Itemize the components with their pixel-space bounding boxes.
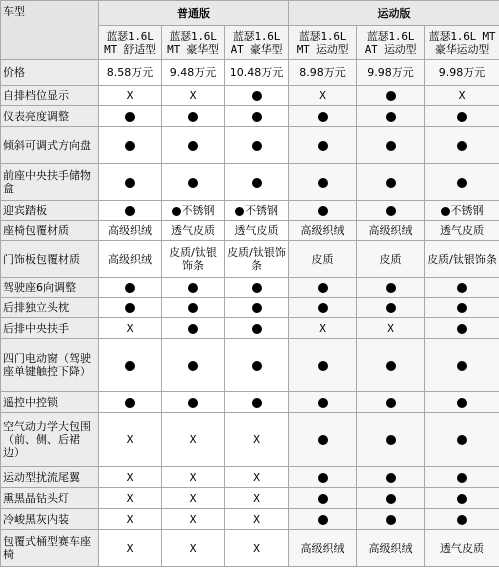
filled-dot-icon [318, 435, 328, 445]
spec-cell [225, 106, 289, 127]
spec-row [1, 60, 499, 86]
cross-mark: X [253, 470, 260, 484]
spec-row [1, 201, 499, 221]
cross-mark: X [189, 512, 197, 526]
filled-dot-icon [457, 473, 467, 483]
dot-label: 不锈钢 [450, 204, 484, 217]
spec-cell [162, 509, 225, 530]
cross-mark: X [458, 89, 466, 102]
spec-cell [357, 467, 425, 488]
filled-dot-icon [125, 398, 135, 408]
spec-cell [225, 318, 289, 339]
filled-dot-icon [252, 324, 262, 334]
spec-cell [162, 467, 225, 488]
spec-cell [425, 86, 499, 106]
spec-cell [289, 127, 357, 164]
spec-cell [425, 127, 499, 164]
spec-cell [425, 392, 499, 413]
spec-cell [99, 467, 162, 488]
filled-dot-icon [318, 303, 328, 313]
filled-dot-icon [188, 141, 198, 151]
filled-dot-icon [457, 303, 467, 313]
spec-cell [425, 413, 499, 467]
cross-mark: X [189, 470, 197, 484]
cross-mark: X [253, 512, 260, 526]
spec-cell [425, 201, 499, 221]
filled-dot-icon [125, 112, 135, 122]
cross-mark: X [253, 433, 260, 446]
spec-cell [289, 201, 357, 221]
spec-cell [357, 509, 425, 530]
cross-mark: X [189, 433, 197, 446]
spec-cell [162, 413, 225, 467]
cross-mark: X [126, 89, 134, 102]
filled-dot-icon [252, 112, 262, 122]
spec-cell [162, 106, 225, 127]
filled-dot-icon [386, 112, 396, 122]
spec-cell [225, 86, 289, 106]
spec-cell [289, 339, 357, 392]
filled-dot-icon [125, 283, 135, 293]
cross-mark: X [126, 470, 134, 484]
spec-cell: 高级织绒 [99, 241, 162, 278]
spec-cell: 10.48万元 [225, 60, 289, 86]
filled-dot-icon [252, 91, 262, 101]
filled-dot-icon [188, 398, 198, 408]
spec-cell [99, 530, 162, 567]
model-header: 蓝瑟1.6L MT 舒适型 [99, 26, 162, 60]
spec-row [1, 413, 499, 467]
filled-dot-icon [457, 435, 467, 445]
filled-dot-icon [318, 112, 328, 122]
filled-dot-icon [252, 398, 262, 408]
cross-mark: X [126, 512, 134, 526]
filled-dot-icon [386, 303, 396, 313]
spec-cell [357, 164, 425, 201]
filled-dot-icon [252, 361, 262, 371]
filled-dot-icon [457, 141, 467, 151]
filled-dot-icon [318, 178, 328, 188]
spec-row-label: 后排中央扶手 [1, 318, 99, 339]
cross-mark: X [126, 491, 134, 505]
filled-dot-icon [125, 178, 135, 188]
cross-mark: X [189, 89, 197, 102]
spec-cell [99, 392, 162, 413]
spec-cell [425, 339, 499, 392]
spec-cell [162, 298, 225, 318]
spec-cell [162, 530, 225, 567]
spec-row [1, 86, 499, 106]
spec-cell [99, 164, 162, 201]
spec-cell [99, 318, 162, 339]
spec-cell [162, 201, 225, 221]
spec-cell [289, 413, 357, 467]
spec-cell: 透气皮质 [425, 530, 499, 567]
spec-row [1, 127, 499, 164]
filled-dot-icon [386, 361, 396, 371]
spec-row-label: 冷峻黑灰内装 [1, 509, 99, 530]
spec-cell: 高级织绒 [357, 530, 425, 567]
spec-cell [357, 127, 425, 164]
spec-cell [357, 413, 425, 467]
filled-dot-icon [318, 494, 328, 504]
spec-cell [225, 467, 289, 488]
cross-mark: X [126, 541, 134, 555]
spec-cell [225, 509, 289, 530]
filled-dot-icon [386, 206, 396, 216]
spec-cell [162, 339, 225, 392]
filled-dot-icon [318, 361, 328, 371]
spec-row-label: 四门电动窗（驾驶座单键触控下降） [1, 339, 99, 392]
spec-cell [225, 413, 289, 467]
spec-cell [225, 201, 289, 221]
spec-cell: 高级织绒 [289, 221, 357, 241]
dot-label: 不锈钢 [181, 204, 215, 217]
filled-dot-icon [125, 303, 135, 313]
spec-cell [289, 488, 357, 509]
spec-cell [225, 488, 289, 509]
cross-mark: X [319, 321, 326, 335]
spec-cell [357, 201, 425, 221]
spec-cell: 9.98万元 [425, 60, 499, 86]
spec-cell: 皮质 [357, 241, 425, 278]
spec-cell: 皮质 [289, 241, 357, 278]
spec-cell [357, 318, 425, 339]
spec-row-label: 空气动力学大包围（前、侧、后裙边） [1, 413, 99, 467]
spec-row-label: 门饰板包覆材质 [1, 241, 99, 278]
spec-cell: 皮质/钛银饰条 [225, 241, 289, 278]
spec-cell [289, 467, 357, 488]
spec-row [1, 339, 499, 392]
filled-dot-icon [457, 324, 467, 334]
spec-row [1, 164, 499, 201]
filled-dot-icon [386, 435, 396, 445]
spec-row [1, 392, 499, 413]
spec-cell [357, 106, 425, 127]
filled-dot-icon [457, 515, 467, 525]
spec-cell [162, 127, 225, 164]
spec-cell [289, 278, 357, 298]
spec-cell [357, 339, 425, 392]
spec-row-label: 自排档位显示 [1, 86, 99, 106]
spec-cell [99, 106, 162, 127]
spec-cell [99, 278, 162, 298]
cross-mark: X [253, 541, 260, 555]
filled-dot-icon [125, 361, 135, 371]
cross-mark: X [319, 89, 326, 102]
spec-cell [99, 413, 162, 467]
spec-cell: 高级织绒 [99, 221, 162, 241]
model-header: 蓝瑟1.6L MT 豪华型 [162, 26, 225, 60]
spec-cell [289, 106, 357, 127]
spec-row [1, 221, 499, 241]
spec-cell [162, 164, 225, 201]
spec-row [1, 467, 499, 488]
spec-cell [357, 278, 425, 298]
header-group-row [1, 1, 499, 26]
filled-dot-icon [125, 206, 135, 216]
spec-row-label: 价格 [1, 60, 99, 86]
filled-dot-icon [318, 283, 328, 293]
spec-cell [357, 86, 425, 106]
spec-cell [225, 164, 289, 201]
cross-mark: X [189, 491, 197, 505]
spec-row [1, 509, 499, 530]
filled-dot-icon [457, 361, 467, 371]
spec-row [1, 241, 499, 278]
filled-dot-icon [457, 283, 467, 293]
cross-mark: X [126, 433, 134, 446]
filled-dot-icon [457, 494, 467, 504]
filled-dot-icon [188, 283, 198, 293]
filled-dot-icon [386, 515, 396, 525]
filled-dot-icon [172, 207, 181, 216]
cross-mark: X [126, 321, 134, 335]
filled-dot-icon [318, 473, 328, 483]
spec-cell [289, 509, 357, 530]
spec-row [1, 530, 499, 567]
spec-row-label: 熏黑晶钻头灯 [1, 488, 99, 509]
spec-row-label: 运动型扰流尾翼 [1, 467, 99, 488]
filled-dot-icon [386, 283, 396, 293]
dot-label: 不锈钢 [245, 204, 279, 217]
filled-dot-icon [318, 206, 328, 216]
spec-cell [162, 488, 225, 509]
spec-cell [425, 318, 499, 339]
filled-dot-icon [386, 398, 396, 408]
spec-cell [99, 339, 162, 392]
spec-cell [99, 298, 162, 318]
spec-cell [289, 86, 357, 106]
spec-cell: 9.98万元 [357, 60, 425, 86]
spec-cell [225, 530, 289, 567]
spec-cell [425, 106, 499, 127]
spec-cell [225, 278, 289, 298]
filled-dot-icon [188, 361, 198, 371]
model-header: 蓝瑟1.6L MT 运动型 [289, 26, 357, 60]
spec-cell [425, 488, 499, 509]
spec-cell: 9.48万元 [162, 60, 225, 86]
spec-cell [225, 392, 289, 413]
filled-dot-icon [318, 141, 328, 151]
spec-cell [225, 339, 289, 392]
spec-cell [289, 392, 357, 413]
cross-mark: X [387, 321, 394, 335]
spec-cell [162, 278, 225, 298]
model-header: 蓝瑟1.6L AT 豪华型 [225, 26, 289, 60]
filled-dot-icon [441, 207, 450, 216]
spec-row [1, 298, 499, 318]
filled-dot-icon [457, 178, 467, 188]
spec-cell [289, 318, 357, 339]
cross-mark: X [189, 541, 197, 555]
spec-cell [162, 392, 225, 413]
spec-cell [425, 298, 499, 318]
filled-dot-icon [252, 141, 262, 151]
spec-cell: 8.58万元 [99, 60, 162, 86]
spec-cell [289, 164, 357, 201]
spec-cell [162, 318, 225, 339]
filled-dot-icon [457, 112, 467, 122]
filled-dot-icon [457, 398, 467, 408]
spec-row-label: 前座中央扶手储物盒 [1, 164, 99, 201]
filled-dot-icon [252, 283, 262, 293]
spec-row [1, 488, 499, 509]
cross-mark: X [253, 491, 260, 505]
spec-cell [425, 278, 499, 298]
spec-row [1, 106, 499, 127]
filled-dot-icon [318, 398, 328, 408]
spec-row-label: 倾斜可调式方向盘 [1, 127, 99, 164]
model-header: 蓝瑟1.6L MT 豪华运动型 [425, 26, 499, 60]
spec-cell: 皮质/钛银饰条 [162, 241, 225, 278]
spec-cell [425, 509, 499, 530]
spec-row-label: 座椅包覆材质 [1, 221, 99, 241]
spec-cell [425, 164, 499, 201]
filled-dot-icon [386, 141, 396, 151]
spec-row [1, 318, 499, 339]
spec-cell [99, 127, 162, 164]
spec-cell [99, 509, 162, 530]
filled-dot-icon [235, 207, 244, 216]
filled-dot-icon [386, 494, 396, 504]
spec-cell [162, 86, 225, 106]
spec-row-label: 遥控中控锁 [1, 392, 99, 413]
filled-dot-icon [386, 473, 396, 483]
spec-cell [357, 488, 425, 509]
spec-cell: 8.98万元 [289, 60, 357, 86]
spec-cell: 高级织绒 [289, 530, 357, 567]
spec-row-label: 迎宾踏板 [1, 201, 99, 221]
filled-dot-icon [188, 178, 198, 188]
spec-cell: 透气皮质 [162, 221, 225, 241]
group-sport: 运动版 [289, 1, 499, 26]
corner-label: 车型 [1, 1, 99, 60]
spec-cell [357, 298, 425, 318]
spec-row-label: 仪表亮度调整 [1, 106, 99, 127]
filled-dot-icon [188, 324, 198, 334]
spec-cell [99, 488, 162, 509]
filled-dot-icon [252, 303, 262, 313]
spec-row-label: 驾驶座6向调整 [1, 278, 99, 298]
spec-cell: 透气皮质 [225, 221, 289, 241]
spec-cell: 透气皮质 [425, 221, 499, 241]
filled-dot-icon [188, 112, 198, 122]
spec-row-label: 后排独立头枕 [1, 298, 99, 318]
model-header: 蓝瑟1.6L AT 运动型 [357, 26, 425, 60]
spec-row [1, 278, 499, 298]
spec-row-label: 包覆式桶型赛车座椅 [1, 530, 99, 567]
spec-cell: 高级织绒 [357, 221, 425, 241]
spec-cell: 皮质/钛银饰条 [425, 241, 499, 278]
filled-dot-icon [386, 178, 396, 188]
spec-cell [99, 201, 162, 221]
spec-cell [425, 467, 499, 488]
spec-cell [289, 298, 357, 318]
spec-cell [99, 86, 162, 106]
group-standard: 普通版 [99, 1, 289, 26]
filled-dot-icon [188, 303, 198, 313]
filled-dot-icon [125, 141, 135, 151]
spec-cell [225, 127, 289, 164]
spec-cell [357, 392, 425, 413]
filled-dot-icon [318, 515, 328, 525]
filled-dot-icon [252, 178, 262, 188]
filled-dot-icon [386, 91, 396, 101]
spec-cell [225, 298, 289, 318]
